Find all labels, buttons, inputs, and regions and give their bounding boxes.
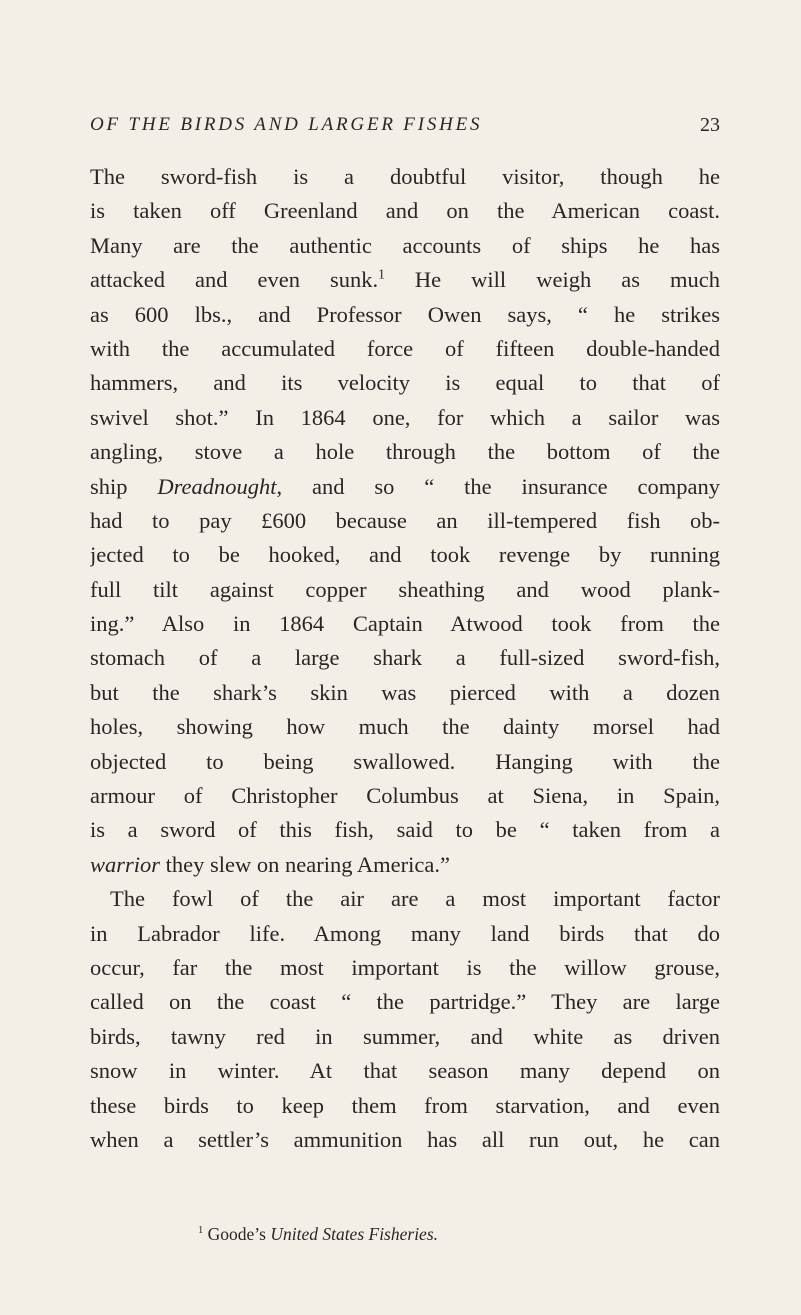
text-line: swivel shot.” In 1864 one, for which a sailor was <box>90 404 720 430</box>
text-line: angling, stove a hole through the bottom of the <box>90 439 720 465</box>
text-run: , and so “ the insurance company <box>276 473 720 499</box>
text-line: called on the coast “ the partridge.” They are large <box>90 989 720 1015</box>
text-line: holes, showing how much the dainty morsel had <box>90 714 720 740</box>
text-run: ship <box>90 473 158 499</box>
text-line: snow in winter. At that season many depend on <box>90 1058 720 1084</box>
footnote <box>90 1222 720 1246</box>
text-line: with the accumulated force of fifteen double-handed <box>90 335 720 361</box>
text-line: objected to being swallowed. Hanging with the <box>90 748 720 774</box>
footnote-text: Goode’s <box>203 1224 271 1244</box>
text-line: The fowl of the air are a most important factor <box>110 886 720 912</box>
page-number: 23 <box>700 114 720 136</box>
text-line: birds, tawny red in summer, and white as driven <box>90 1023 720 1049</box>
text-line: had to pay £600 because an ill-tempered fish ob- <box>90 507 720 533</box>
text-line: jected to be hooked, and took revenge by running <box>90 542 720 568</box>
page-header <box>90 114 720 144</box>
footnote-title: United States Fisheries. <box>270 1224 439 1244</box>
text-line: is taken off Greenland and on the American coast. <box>90 198 720 224</box>
text-line: ing.” Also in 1864 Captain Atwood took from the <box>90 611 720 637</box>
running-head: OF THE BIRDS AND LARGER FISHES <box>90 114 483 135</box>
text-line <box>90 470 720 504</box>
text-line: stomach of a large shark a full-sized sword-fish, <box>90 645 720 671</box>
text-run: they slew on nearing America.” <box>160 851 450 877</box>
text-line: but the shark’s skin was pierced with a dozen <box>90 679 720 705</box>
ship-name: Dreadnought <box>157 473 277 499</box>
text-line: Many are the authentic accounts of ships he has <box>90 232 720 258</box>
text-line <box>90 848 720 882</box>
text-run: He will weigh as much <box>384 267 720 293</box>
text-line: these birds to keep them from starvation, and even <box>90 1092 720 1118</box>
text-line: hammers, and its velocity is equal to that of <box>90 370 720 396</box>
text-line: The sword-fish is a doubtful visitor, though he <box>90 164 720 189</box>
text-run: attacked and even sunk. <box>90 267 379 293</box>
italic-word: warrior <box>90 851 161 877</box>
text-line: full tilt against copper sheathing and wood plank- <box>90 576 720 602</box>
body-text <box>90 160 720 1157</box>
text-line: in Labrador life. Among many land birds that do <box>90 920 720 946</box>
text-line: armour of Christopher Columbus at Siena, in Spain, <box>90 783 720 809</box>
text-line: as 600 lbs., and Professor Owen says, “ he strikes <box>90 301 720 327</box>
text-line: occur, far the most important is the willow grouse, <box>90 954 720 980</box>
text-line: is a sword of this fish, said to be “ taken from a <box>90 817 720 843</box>
text-line <box>90 263 720 297</box>
footnote-marker: 1 <box>198 1225 204 1237</box>
text-line: when a settler’s ammunition has all run out, he can <box>90 1126 720 1152</box>
footnote-reference: 1 <box>378 266 385 282</box>
